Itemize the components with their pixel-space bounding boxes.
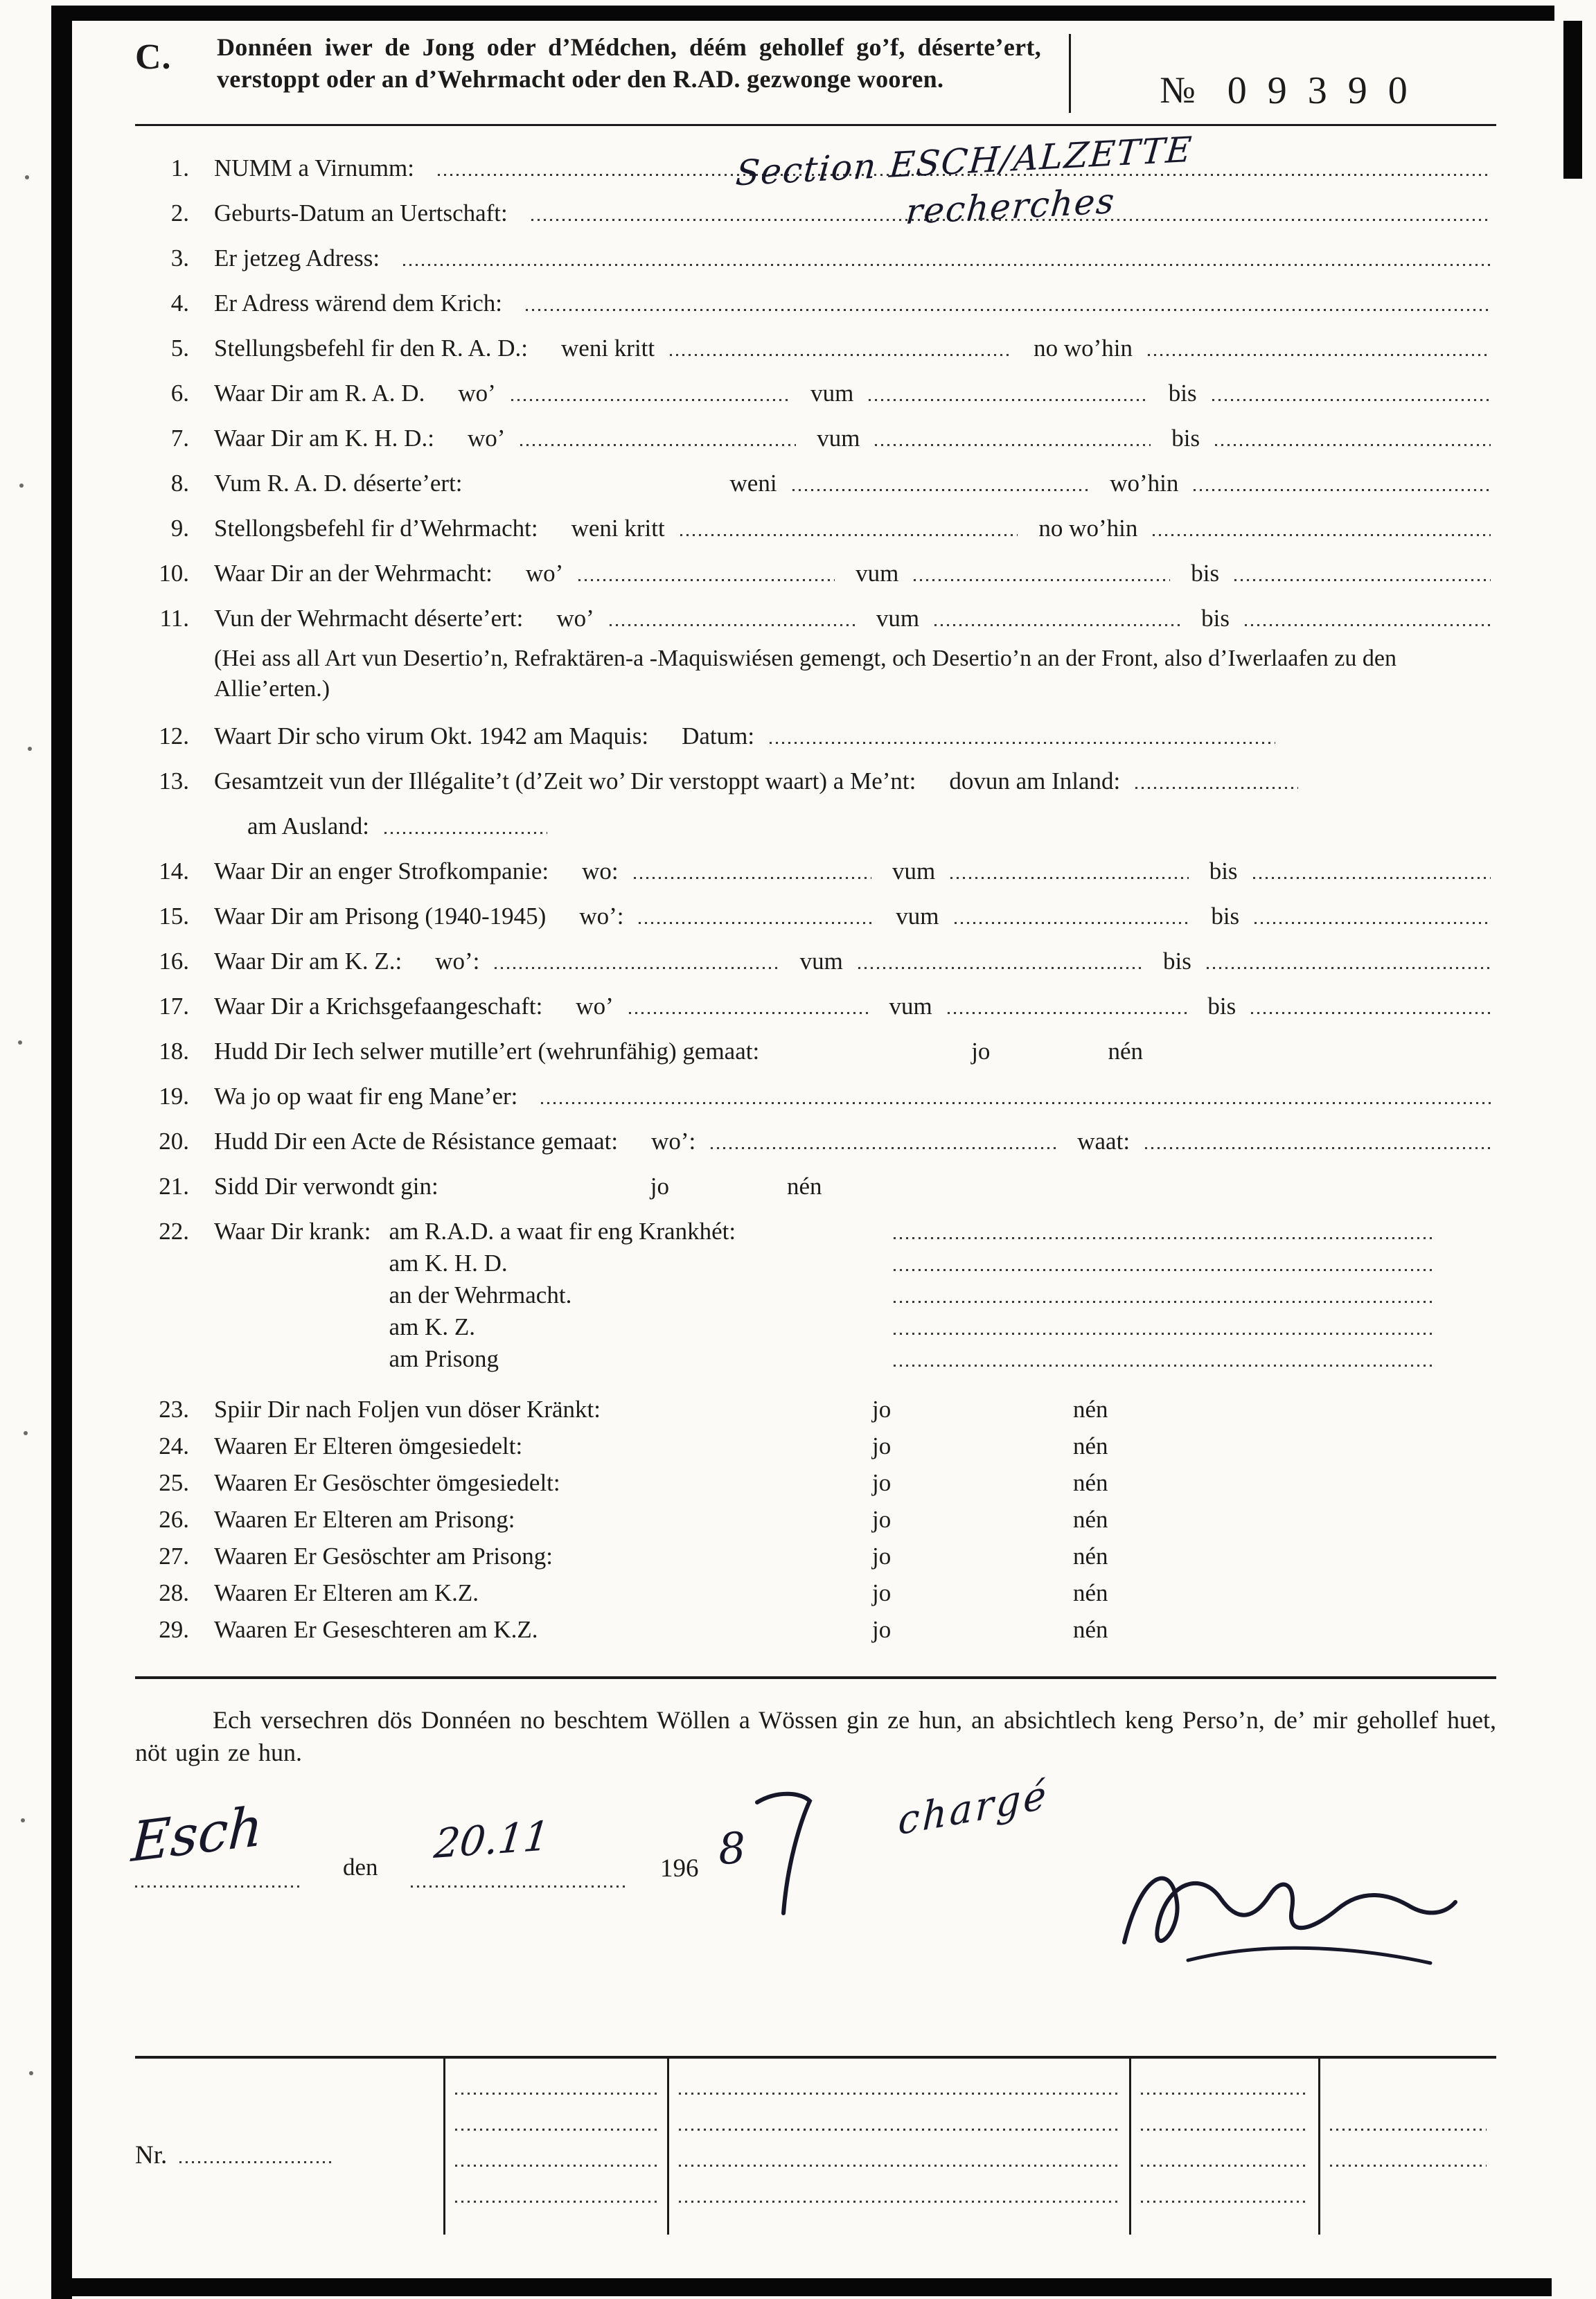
item-number: 22. bbox=[159, 1218, 189, 1245]
fill-in-line bbox=[531, 180, 1491, 233]
item-label: Stellongsbefehl fir d’Wehrmacht: bbox=[214, 515, 538, 542]
fill-in-line bbox=[670, 347, 1013, 356]
header-divider bbox=[1069, 34, 1071, 113]
fill-in-line bbox=[1194, 482, 1491, 491]
field-label: wo’hin bbox=[1110, 470, 1179, 497]
sub-field-label: an der Wehrmacht. bbox=[389, 1281, 572, 1308]
form-item bbox=[135, 1218, 1496, 1378]
field-label: weni kritt bbox=[571, 515, 665, 542]
document-header bbox=[135, 31, 1496, 113]
form-item bbox=[135, 723, 1496, 749]
item-label: Waar Dir krank: bbox=[214, 1218, 371, 1245]
fill-in-line bbox=[894, 1230, 1432, 1239]
nr-label: Nr. bbox=[135, 2141, 168, 2169]
scan-speck bbox=[24, 1431, 28, 1435]
option-jo: jo bbox=[872, 1543, 892, 1570]
field-label: Datum: bbox=[682, 722, 755, 749]
form-item bbox=[135, 1470, 1496, 1496]
item-number: 14. bbox=[159, 858, 189, 885]
numero-sign: № bbox=[1160, 69, 1196, 111]
item-label: NUMM a Virnumm: bbox=[214, 154, 414, 181]
item-number: 6. bbox=[170, 380, 189, 407]
item-number: 3. bbox=[170, 245, 189, 272]
item-label: Gesamtzeit vun der Illégalite’t (d’Zeit wo’ Dir verstoppt waart) a Me’nt: bbox=[214, 767, 916, 795]
item-number: 25. bbox=[159, 1469, 189, 1496]
fill-in-line bbox=[384, 825, 547, 834]
fill-in-line bbox=[511, 392, 790, 401]
item-label: Waar Dir a Krichsgefaangeschaft: bbox=[214, 993, 543, 1020]
option-jo: jo bbox=[872, 1432, 892, 1459]
field-label: vum bbox=[889, 993, 932, 1020]
form-item bbox=[135, 129, 1496, 194]
sub-field-row bbox=[389, 1314, 1437, 1346]
form-item bbox=[135, 768, 1496, 795]
form-item bbox=[135, 1617, 1496, 1643]
fill-in-line bbox=[1212, 392, 1491, 401]
scan-speck bbox=[18, 1040, 22, 1045]
signature-area bbox=[130, 1772, 1496, 2025]
field-label: bis bbox=[1201, 605, 1230, 632]
field-label: wo’ bbox=[458, 380, 496, 407]
year-printed: 196 bbox=[660, 1854, 699, 1883]
item-number: 7. bbox=[170, 425, 189, 452]
fill-in-line bbox=[1254, 915, 1491, 924]
field-label: wo: bbox=[582, 858, 619, 885]
scan-speck bbox=[19, 483, 24, 488]
sub-field-label: am R.A.D. a waat fir eng Krankhét: bbox=[389, 1218, 736, 1245]
item-label: Spiir Dir nach Foljen vun döser Kränkt: bbox=[214, 1396, 601, 1423]
item-label: Vun der Wehrmacht déserte’ert: bbox=[214, 605, 524, 632]
item-label: Stellungsbefehl fir den R. A. D.: bbox=[214, 335, 529, 362]
item-label: Waaren Er Elteren am K.Z. bbox=[214, 1580, 479, 1606]
fill-in-line bbox=[610, 617, 855, 626]
field-label: wo’ bbox=[467, 425, 506, 452]
field-label: vum bbox=[810, 380, 854, 407]
footer-dotted-line bbox=[1141, 2167, 1309, 2203]
item-label: Hudd Dir Iech selwer mutille’ert (wehrunfähig) gemaat: bbox=[214, 1038, 760, 1065]
item-number: 26. bbox=[159, 1506, 189, 1533]
fill-in-line bbox=[578, 572, 835, 581]
fill-in-line bbox=[541, 1095, 1491, 1104]
item-label: Waar Dir am K. H. D.: bbox=[214, 425, 434, 452]
form-item bbox=[135, 1173, 1496, 1200]
option-nen: nén bbox=[786, 1173, 822, 1200]
field-label: no wo’hin bbox=[1038, 515, 1138, 542]
option-jo: jo bbox=[971, 1038, 991, 1065]
form-item bbox=[135, 335, 1496, 362]
form-item bbox=[135, 1083, 1496, 1110]
field-label: bis bbox=[1168, 380, 1197, 407]
den-label: den bbox=[343, 1854, 378, 1881]
item-number: 23. bbox=[159, 1396, 189, 1423]
fill-in-line bbox=[526, 302, 1491, 311]
item-label: Hudd Dir een Acte de Résistance gemaat: bbox=[214, 1128, 619, 1155]
item-number: 24. bbox=[159, 1432, 189, 1459]
form-item bbox=[135, 180, 1496, 233]
form-item bbox=[135, 515, 1496, 542]
pen-flourish-icon bbox=[743, 1777, 826, 1923]
form-document bbox=[130, 31, 1496, 2235]
footer-dotted-line bbox=[455, 2095, 657, 2131]
footer-blank-cell bbox=[1330, 2059, 1487, 2095]
fill-in-line bbox=[495, 960, 779, 969]
sub-field-row bbox=[389, 1346, 1437, 1378]
sub-field-row bbox=[389, 1282, 1437, 1314]
fill-in-line bbox=[1245, 617, 1491, 626]
field-label: wo’ bbox=[525, 560, 564, 587]
field-label: wo’: bbox=[579, 903, 624, 930]
item-number: 20. bbox=[159, 1128, 189, 1155]
fill-in-line bbox=[639, 915, 875, 924]
field-label: wo’ bbox=[556, 605, 594, 632]
item-label: Er jetzeg Adress: bbox=[214, 245, 380, 272]
option-nen: nén bbox=[1073, 1432, 1108, 1459]
footer-col-3 bbox=[1129, 2059, 1318, 2235]
option-nen: nén bbox=[1073, 1396, 1108, 1423]
fill-in-line bbox=[1253, 870, 1491, 879]
item-label: Waar Dir am Prisong (1940-1945) bbox=[214, 903, 547, 930]
item-number-spacer bbox=[135, 813, 189, 840]
item-number: 15. bbox=[159, 903, 189, 930]
date-line bbox=[411, 1879, 626, 1888]
footer-dotted-line bbox=[1141, 2095, 1309, 2131]
scan-edge-right bbox=[1563, 21, 1582, 179]
fill-in-line bbox=[634, 870, 871, 879]
fill-in-line bbox=[869, 392, 1147, 401]
option-jo: jo bbox=[872, 1616, 892, 1643]
item-number: 17. bbox=[159, 993, 189, 1020]
option-jo: jo bbox=[872, 1396, 892, 1423]
sub-field-label: am K. Z. bbox=[389, 1313, 475, 1340]
place-line bbox=[135, 1879, 300, 1888]
fill-in-line bbox=[680, 527, 1018, 536]
form-item bbox=[135, 903, 1496, 930]
item-number: 12. bbox=[159, 722, 189, 749]
form-item bbox=[135, 245, 1496, 272]
item-label: Waaren Er Elteren ömgesiedelt: bbox=[214, 1433, 523, 1459]
scan-speck bbox=[21, 1818, 25, 1822]
fill-in-line bbox=[520, 437, 796, 446]
fill-in-line bbox=[792, 482, 1090, 491]
option-jo: jo bbox=[872, 1469, 892, 1496]
form-item bbox=[135, 425, 1496, 452]
sub-fields bbox=[389, 1218, 1437, 1378]
item-label: Waart Dir scho virum Okt. 1942 am Maquis: bbox=[214, 722, 649, 749]
field-label: wo’ bbox=[576, 993, 614, 1020]
item-label: Wa jo op waat fir eng Mane’er: bbox=[214, 1083, 518, 1110]
fill-in-line bbox=[858, 960, 1142, 969]
nr-field bbox=[135, 2140, 335, 2170]
field-label: vum bbox=[876, 605, 920, 632]
form-item bbox=[135, 290, 1496, 317]
item-label: Waar Dir an der Wehrmacht: bbox=[214, 560, 493, 587]
footer-dotted-line bbox=[679, 2167, 1119, 2203]
field-label: weni kritt bbox=[561, 335, 655, 362]
header-rule bbox=[135, 124, 1496, 126]
scan-speck bbox=[28, 747, 32, 751]
handwritten-charge: chargé bbox=[897, 1772, 1050, 1845]
field-label: vum bbox=[896, 903, 939, 930]
item-number: 1. bbox=[170, 154, 189, 181]
footer-dotted-line bbox=[679, 2059, 1119, 2095]
item-label: Geburts-Datum an Uertschaft: bbox=[214, 199, 508, 227]
scan-edge-left bbox=[51, 6, 72, 2299]
item-label: Er Adress wärend dem Krich: bbox=[214, 290, 502, 317]
scan-speck bbox=[25, 175, 29, 179]
item-label: Waar Dir am K. Z.: bbox=[214, 948, 402, 975]
fill-in-line bbox=[950, 870, 1188, 879]
fill-in-line bbox=[1234, 572, 1491, 581]
form-item bbox=[135, 993, 1496, 1020]
fill-in-line bbox=[711, 1140, 1056, 1149]
fill-in-line bbox=[948, 1005, 1187, 1014]
footer-dotted-line bbox=[679, 2131, 1119, 2167]
item-number: 10. bbox=[159, 560, 189, 587]
fill-in-line bbox=[894, 1294, 1432, 1303]
item-number: 13. bbox=[159, 767, 189, 795]
form-item bbox=[135, 1396, 1496, 1423]
field-label: vum bbox=[892, 858, 936, 885]
form-item bbox=[135, 560, 1496, 587]
handwritten-place: Esch bbox=[130, 1795, 265, 1875]
field-label: bis bbox=[1207, 993, 1236, 1020]
footer-col-1 bbox=[443, 2059, 667, 2235]
fill-in-line bbox=[770, 735, 1275, 744]
item-number: 21. bbox=[159, 1173, 189, 1200]
serial-number: 09390 bbox=[1227, 69, 1428, 112]
form-body bbox=[135, 129, 1496, 1643]
sub-field-label: am Prisong bbox=[389, 1345, 499, 1372]
fill-in-line bbox=[403, 257, 1491, 266]
scan-speck bbox=[29, 2071, 33, 2075]
field-label: bis bbox=[1171, 425, 1200, 452]
form-item bbox=[135, 380, 1496, 407]
item-number: 5. bbox=[170, 335, 189, 362]
footer-dotted-line bbox=[1330, 2095, 1487, 2131]
field-label: am Ausland: bbox=[247, 813, 369, 840]
footer-blank-cell bbox=[1330, 2167, 1487, 2203]
item-number: 2. bbox=[170, 199, 189, 227]
sub-field-row bbox=[389, 1218, 1437, 1250]
serial-number-block bbox=[1092, 31, 1496, 113]
footer-dotted-line bbox=[455, 2167, 657, 2203]
section-letter: C. bbox=[135, 37, 172, 77]
form-item-continuation bbox=[135, 813, 1496, 840]
fill-in-line bbox=[1153, 527, 1491, 536]
sub-field-row bbox=[389, 1250, 1437, 1282]
field-label: wo’: bbox=[651, 1128, 696, 1155]
form-item bbox=[135, 605, 1496, 632]
item-number: 19. bbox=[159, 1083, 189, 1110]
field-label: weni bbox=[729, 470, 777, 497]
field-label: dovun am Inland: bbox=[949, 767, 1121, 795]
fill-in-line bbox=[894, 1358, 1432, 1367]
field-label: vum bbox=[799, 948, 843, 975]
field-label: waat: bbox=[1077, 1128, 1130, 1155]
fill-in-line bbox=[629, 1005, 869, 1014]
form-item bbox=[135, 858, 1496, 885]
footer-dotted-line bbox=[1141, 2131, 1309, 2167]
item-number: 8. bbox=[170, 470, 189, 497]
fill-in-line bbox=[934, 617, 1180, 626]
footer-grid bbox=[135, 2056, 1496, 2235]
item-label: Waaren Er Gesöschter am Prisong: bbox=[214, 1543, 553, 1570]
option-jo: jo bbox=[872, 1506, 892, 1533]
item-number: 28. bbox=[159, 1579, 189, 1606]
item-label: Waar Dir an enger Strofkompanie: bbox=[214, 858, 549, 885]
fill-in-line bbox=[1251, 1005, 1491, 1014]
fill-in-line bbox=[1145, 1140, 1491, 1149]
section-divider bbox=[135, 1676, 1496, 1679]
option-jo: jo bbox=[872, 1579, 892, 1606]
item-number: 29. bbox=[159, 1616, 189, 1643]
item-label: Waaren Er Geseschteren am K.Z. bbox=[214, 1617, 538, 1643]
handwritten-entry: recherches bbox=[904, 180, 1118, 233]
option-jo: jo bbox=[650, 1173, 669, 1200]
footer-dotted-line bbox=[455, 2131, 657, 2167]
field-label: vum bbox=[817, 425, 860, 452]
item-label: Waaren Er Elteren am Prisong: bbox=[214, 1507, 515, 1533]
footer-dotted-line bbox=[679, 2095, 1119, 2131]
fill-in-line bbox=[875, 437, 1151, 446]
footer-col-4 bbox=[1318, 2059, 1496, 2235]
option-nen: nén bbox=[1073, 1616, 1108, 1643]
fill-in-line bbox=[894, 1262, 1432, 1271]
field-label: bis bbox=[1191, 560, 1220, 587]
field-label: vum bbox=[855, 560, 899, 587]
scan-edge-top bbox=[61, 6, 1554, 21]
item-number: 18. bbox=[159, 1038, 189, 1065]
handwritten-year-digit: 8 bbox=[717, 1822, 747, 1874]
fill-in-line bbox=[894, 1326, 1432, 1335]
option-nen: nén bbox=[1073, 1543, 1108, 1570]
item-label: Waaren Er Gesöschter ömgesiedelt: bbox=[214, 1470, 560, 1496]
option-nen: nén bbox=[1073, 1469, 1108, 1496]
item-number: 4. bbox=[170, 290, 189, 317]
item-number: 16. bbox=[159, 948, 189, 975]
form-item bbox=[135, 470, 1496, 497]
form-item bbox=[135, 1580, 1496, 1606]
fill-in-line bbox=[1148, 347, 1491, 356]
option-nen: nén bbox=[1073, 1506, 1108, 1533]
scan-edge-bottom bbox=[61, 2278, 1552, 2296]
item-label: Waar Dir am R. A. D. bbox=[214, 380, 425, 407]
fill-in-line bbox=[1135, 780, 1298, 789]
declaration-text: Ech versechren dös Donnéen no beschtem Wöllen a Wössen gin ze hun, an absichtlech keng Perso’n, de’ mir gehollef huet, nöt ugin ze hun. bbox=[135, 1706, 1496, 1766]
field-label: bis bbox=[1162, 948, 1191, 975]
fill-in-line bbox=[1215, 437, 1491, 446]
item-number: 9. bbox=[170, 515, 189, 542]
signature-scrawl-icon bbox=[1105, 1825, 1465, 1998]
header-description: Donnéen iwer de Jong oder d’Médchen, déém gehollef go’f, déserte’ert, verstoppt oder an d’Wehrmacht oder den R.AD. gezwonge wooren. bbox=[217, 33, 1041, 93]
fill-in-line bbox=[1207, 960, 1491, 969]
footer-col-2 bbox=[667, 2059, 1129, 2235]
fill-in-line bbox=[914, 572, 1170, 581]
handwritten-date: 20.11 bbox=[432, 1811, 552, 1868]
footer-col-0 bbox=[135, 2059, 443, 2235]
item-number: 27. bbox=[159, 1543, 189, 1570]
fill-in-line bbox=[438, 129, 1491, 194]
field-label: no wo’hin bbox=[1034, 335, 1133, 362]
form-item bbox=[135, 1507, 1496, 1533]
item-number: 11. bbox=[159, 605, 189, 632]
option-nen: nén bbox=[1073, 1579, 1108, 1606]
form-item bbox=[135, 1038, 1496, 1065]
nr-line bbox=[179, 2154, 335, 2163]
form-item bbox=[135, 1543, 1496, 1570]
field-label: wo’: bbox=[435, 948, 480, 975]
footer-dotted-line bbox=[455, 2059, 657, 2095]
field-label: bis bbox=[1209, 858, 1238, 885]
form-item bbox=[135, 1128, 1496, 1155]
handwritten-entry: Section ESCH/ALZETTE bbox=[734, 129, 1195, 194]
option-nen: nén bbox=[1108, 1038, 1143, 1065]
item-label: Vum R. A. D. déserte’ert: bbox=[214, 470, 463, 497]
fill-in-line bbox=[955, 915, 1191, 924]
item-note: (Hei ass all Art vun Desertio’n, Refraktären-a -Maquiswiésen gemengt, och Desertio’n an der Front, also d’Iwerlaafen zu den Allie’erten.) bbox=[214, 646, 1396, 702]
field-label: bis bbox=[1211, 903, 1240, 930]
form-item bbox=[135, 948, 1496, 975]
footer-dotted-line bbox=[1330, 2131, 1487, 2167]
sub-field-label: am K. H. D. bbox=[389, 1250, 508, 1277]
item-label: Sidd Dir verwondt gin: bbox=[214, 1173, 438, 1200]
footer-dotted-line bbox=[1141, 2059, 1309, 2095]
form-item bbox=[135, 1433, 1496, 1459]
